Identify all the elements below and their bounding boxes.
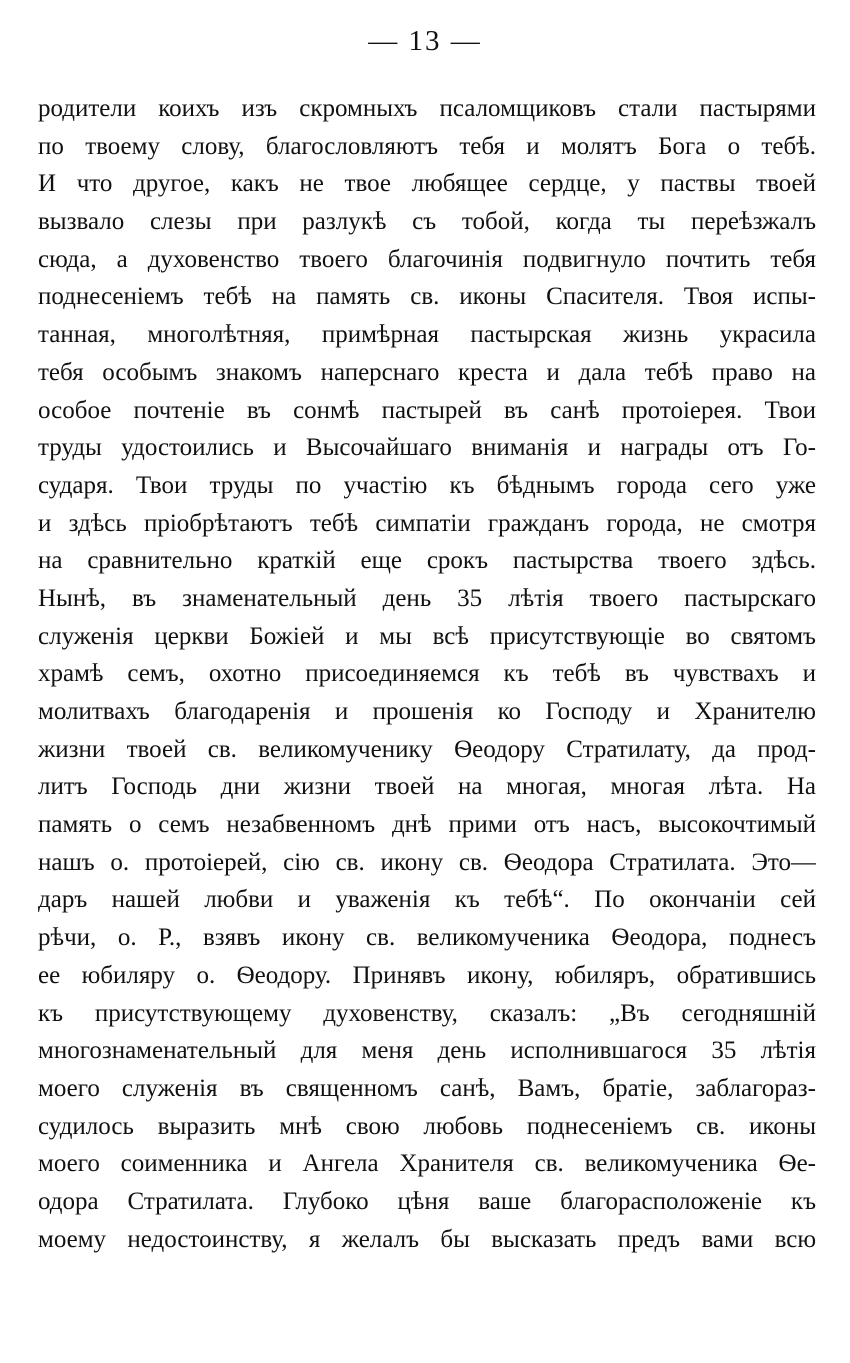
text-line: Нынѣ, въ знаменательный день 35 лѣтія твоего пастырскаго: [38, 584, 816, 612]
text-line: танная, многолѣтняя, примѣрная пастырская жизнь украсила: [38, 321, 816, 349]
text-line: служенія церкви Божіей и мы всѣ присутствующіе во святомъ: [38, 622, 816, 650]
text-line: труды удостоились и Высочайшаго вниманія и награды отъ Го-: [38, 434, 816, 462]
text-line: къ присутствующему духовенству, сказалъ: „Въ сегодняшній: [38, 999, 816, 1027]
text-line: моего соименника и Ангела Хранителя св. великомученика Ѳе-: [38, 1150, 816, 1178]
text-line: родители коихъ изъ скромныхъ псаломщиковъ стали пастырями: [38, 95, 816, 122]
text-line: сюда, а духовенство твоего благочинія подвигнуло почтить тебя: [38, 245, 816, 273]
text-line: даръ нашей любви и уваженія къ тебѣ“. По окончаніи сей: [38, 886, 816, 914]
text-line: по твоему слову, благословляютъ тебя и молятъ Бога о тебѣ.: [38, 132, 816, 160]
text-line: одора Стратилата. Глубоко цѣня ваше благорасположеніе къ: [38, 1187, 816, 1215]
text-line: ее юбиляру о. Ѳеодору. Принявъ икону, юбиляръ, обратившись: [38, 961, 816, 989]
page-number: — 13 —: [368, 25, 482, 57]
text-line: вызвало слезы при разлукѣ съ тобой, когда ты переѣзжалъ: [38, 208, 816, 236]
text-line: моего служенія въ священномъ санѣ, Вамъ, братіе, заблагораз-: [38, 1074, 816, 1102]
text-line: храмѣ семъ, охотно присоединяемся къ тебѣ въ чувствахъ и: [38, 660, 816, 688]
body-text: [38, 90, 816, 1258]
text-line: тебя особымъ знакомъ наперснаго креста и дала тебѣ право на: [38, 358, 816, 386]
text-line: на сравнительно краткій еще срокъ пастырства твоего здѣсь.: [38, 547, 816, 575]
text-line: моему недостоинству, я желалъ бы высказать предъ вами всю: [38, 1225, 816, 1253]
text-line: судилось выразить мнѣ свою любовь поднесеніемъ св. иконы: [38, 1112, 816, 1140]
text-line: нашъ о. протоіерей, сію св. икону св. Ѳеодора Стратилата. Это—: [38, 848, 816, 876]
text-line: и здѣсь пріобрѣтаютъ тебѣ симпатіи гражданъ города, не смотря: [38, 509, 816, 537]
text-line: память о семъ незабвенномъ днѣ прими отъ насъ, высокочтимый: [38, 811, 816, 839]
text-line: И что другое, какъ не твое любящее сердце, у паствы твоей: [38, 170, 816, 198]
text-line: рѣчи, о. Р., взявъ икону св. великомученика Ѳеодора, поднесъ: [38, 924, 816, 952]
text-line: многознаменательный для меня день исполнившагося 35 лѣтія: [38, 1037, 816, 1065]
text-line: особое почтеніе въ сонмѣ пастырей въ санѣ протоіерея. Твои: [38, 396, 816, 424]
text-line: сударя. Твои труды по участію къ бѣднымъ города сего уже: [38, 471, 816, 499]
text-line: жизни твоей св. великомученику Ѳеодору Стратилату, да прод-: [38, 735, 816, 763]
text-line: литъ Господь дни жизни твоей на многая, многая лѣта. На: [38, 773, 816, 801]
text-line: молитвахъ благодаренія и прошенія ко Господу и Хранителю: [38, 698, 816, 725]
text-line: поднесеніемъ тебѣ на память св. иконы Спасителя. Твоя испы-: [38, 283, 816, 311]
